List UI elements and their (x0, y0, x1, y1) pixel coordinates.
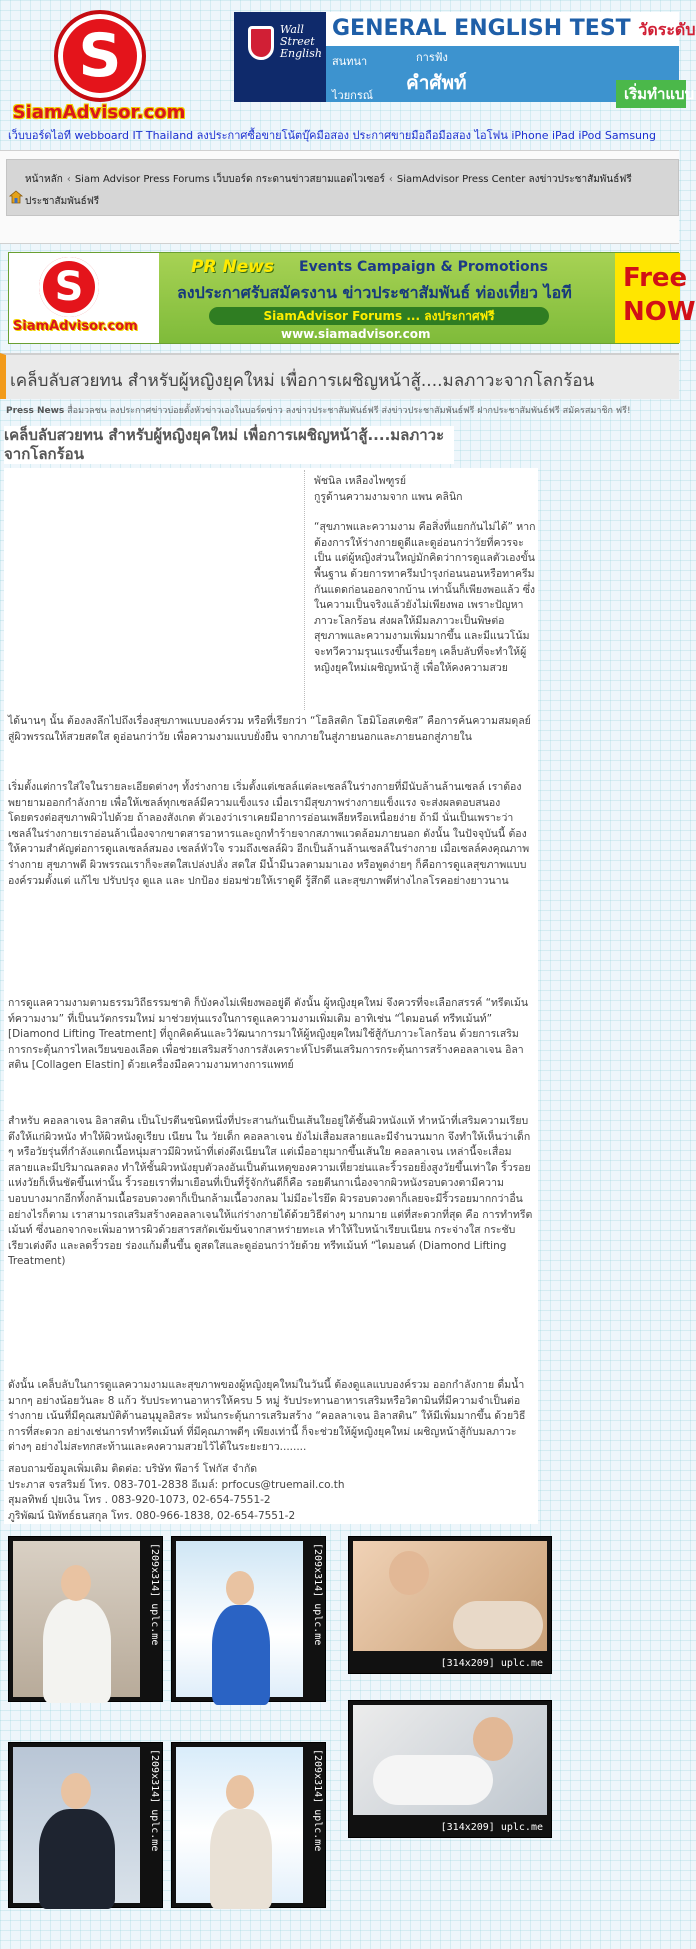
logo-s-icon: S (54, 10, 146, 102)
forum-label[interactable]: Press News (6, 406, 65, 416)
wse-title: GENERAL ENGLISH TEST วัดระดับ (332, 16, 696, 41)
article-author-role: กูรูด้านความงามจาก แพน คลินิก (314, 490, 463, 503)
pr-events-label: Events Campaign & Promotions (299, 259, 548, 275)
photo-caption: [209x314] uplc.me (312, 1749, 323, 1852)
photo-caption: [209x314] uplc.me (149, 1543, 160, 1646)
photo-man-in-suit[interactable] (8, 1742, 163, 1908)
photo-man-in-white[interactable] (8, 1536, 163, 1702)
wse-cell-conversation: สนทนา (332, 55, 368, 68)
photo-woman-floral-dress[interactable] (171, 1742, 326, 1908)
article-paragraph-3: การดูแลความงามตามธรรมวิถีธรรมชาติ ก็บังคงไม่เพียงพออยู่ดี ดังนั้น ผู้หญิงยุคใหม่ จึงควรที่จะเลือกสรรค์ “ทรีตเม้นท์ความงาม” ที่เป็นนวัตกรรมใหม่ มาช่วยทุ่นแรงในการดูแลความงามเพิ่มเติม อาทิเช่น “ไดมอนด์ ทรีทเม้นท์” [Diamond Lifting Treatment] ที่ถูกคิดค้นและวิวัฒนาการมาให้ผู้หญิงยุคใหม่ใช้สู้กับภาวะโลกร้อน ด้วยการเสริมการกระตุ้นการไหลเวียนของเลือด เพื่อช่วยเสริมสร้างการสังเคราะห์โปรตีนเสริมการกระตุ้นการสร้างคอลลาเจน อิลาสติน [Collagen Elastin] ด้วยเครื่องมือความงามทางการแพทย์ (8, 997, 529, 1072)
breadcrumb-separator-icon: ‹ (388, 174, 393, 185)
page-title: เคล็บลับสวยทน สำหรับผู้หญิงยุคใหม่ เพื่อการเผชิญหน้าสู้....มลภาวะจากโลกร้อน (10, 371, 595, 391)
breadcrumb-press-center[interactable]: SiamAdvisor Press Center ลงข่าวประชาสัมพันธ์ฟรี (396, 174, 632, 185)
wse-cell-listening: การฟัง (416, 51, 448, 64)
article-paragraph-4: สำหรับ คอลลาเจน อิลาสติน เป็นโปรตีนชนิดหนึ่งที่ประสานกันเป็นเส้นใยอยู่ใต้ชั้นผิวหนังแท้ ทำหน้าที่เสริมความเรียบตึงให้แก่ผิวหนัง ทำให้ผิวหนังดูเรียบ เนียน ใน วัยเด็ก คอลลาเจน ยังไม่เสื่อมสลายและมีจำนวนมาก จึงทำให้เห็นว่าเด็ก ๆ หรือวัยรุ่นที่กำลังแตกเนื้อหนุ่มสาวมีผิวหน้าที่เต่งตึงเนียนใส แต่เมื่ออายุมากขึ้นเส้นใย คอลลาเจน เหล่านี้จะเสื่อมสลายและมีปริมาณลดลง ทำให้ชั้นผิวหนังยุบตัวลงอันเป็นต้นเหตุของความเหี่ยวย่นและริ้วรอยยิ่งสูงวัยขึ้นเท่าใด ริ้วรอยแห่งวัยก็เห็นชัดขึ้นเท่านั้น ริ้วรอยเราที่มาเยือนที่เป็นที่รู้จักกันดีก็คือ รอยตีนกาเนื่องจากผิวหนังรอบดวงตามีความบอบบางมากอีกทั้งกล้ามเนื้อรอบดวงตาก็เป็นกล้ามเนื้อวงกลม ไม่มีอะไรยึด ผิวรอบดวงตาก็เลยจะมีริ้วรอยมากกว่าอื่นอย่างไรก็ตาม เราสามารถเสริมสร้างคอลลาเจนให้แก่ร่างกายได้ด้วยวิธีต่างๆ มากมาย แต่ที่สะดวกที่สุด คือ การทำทรีตเม้นท์ ซึ่งนอกจากจะเพิ่มอาหารผิวด้วยสารสกัดเข้มข้นจากสาหร่ายทะเล ทำให้ใบหน้าเรียบเนียน กระจ่างใส กระชับเรียวเต่งตึง และลดริ้วรอย ร่องแก้มตื้นขึ้น ดูสดใสและดูอ่อนกว่าวัยด้วย ทรีทเม้นท์ “ไดมอนด์ (Diamond Lifting Treatment) (8, 1115, 533, 1268)
photo-woman-blue-dress[interactable] (171, 1536, 326, 1702)
forum-subinfo (6, 403, 679, 417)
keyword-links-marquee[interactable]: เว็บบอร์ดไอที webboard IT Thailand ลงประกาศซื้อขายโน้ตบุ๊คมือสอง ประกาศขายมือถือมือสอง ไอโฟน iPhone iPad iPod Samsung (8, 129, 656, 142)
wall-street-english-ad-banner[interactable] (234, 12, 696, 103)
breadcrumb (25, 172, 680, 187)
photo-caption: [209x314] uplc.me (149, 1749, 160, 1852)
breadcrumb-container (0, 150, 679, 244)
topic-title-bar (0, 353, 679, 399)
siamadvisor-logo[interactable] (6, 8, 192, 124)
article-paragraph-1: “สุขภาพและความงาม คือสิ่งที่แยกกันไม่ได้” หากต้องการให้ร่างกายดูดีและดูอ่อนกว่าวัยที่ควรจะเป็น แต่ผู้หญิงส่วนใหญ่มักคิดว่าการดูแลตัวเองขั้นพื้นฐาน ด้วยการทาครีมบำรุงก่อนนอนหรือทาครีมกันแดดก่อนออกจากบ้าน เท่านั้นก็เพียงพอแล้ว ซึ่งในความเป็นจริงแล้วยังไม่เพียงพอ เพราะปัญหาภาวะโลกร้อน ส่งผลให้มีมลภาวะเป็นพิษต่อสุขภาพและความงามเพิ่มมากขึ้น และมีแนวโน้มจะทวีความรุนแรงขึ้นเรื่อยๆ เคล็บลับที่จะทำให้ผู้หญิงยุคใหม่เผชิญหน้าสู้ เพื่อให้คงความสวย (314, 521, 536, 674)
article-intro (314, 474, 536, 676)
pr-free-now-badge: Free NOW (615, 253, 680, 343)
home-icon (9, 190, 23, 204)
pr-url: www.siamadvisor.com (281, 327, 431, 341)
layout-divider (304, 470, 306, 710)
logo-text: SiamAdvisor.com (12, 102, 186, 123)
pr-news-banner[interactable] (8, 252, 696, 344)
post-title: เคล็บลับสวยทน สำหรับผู้หญิงยุคใหม่ เพื่อการเผชิญหน้าสู้....มลภาวะจากโลกร้อน (4, 426, 454, 464)
wse-start-test-button[interactable]: เริ่มทำแบบ (616, 80, 686, 108)
wse-brand-name: Wall Street English (280, 23, 322, 60)
contact-line: ประภาส จรสริมย์ โทร. 083-701-2838 อีเมล์: prfocus@truemail.co.th (8, 1478, 345, 1491)
contact-line: สุมลทิพย์ ปุยเงิน โทร . 083-920-1073, 02-654-7551-2 (8, 1494, 271, 1507)
forum-description: สื่อมวลชน ลงประกาศข่าวบ่อยตั้งหัวข่าวเองในบอร์ดข่าว ลงข่าวประชาสัมพันธ์ฟรี ส่งข่าวประชาสัมพันธ์ฟรี ฝากประชาสัมพันธ์ฟรี สมัครสมาชิก ฟรี! (67, 406, 631, 416)
logo-s-icon: S (39, 257, 99, 317)
breadcrumb-panel (6, 159, 679, 216)
contact-line: ภูริพัฒน์ นิพัทธ์ธนสกุล โทร. 080-966-1838, 02-654-7551-2 (8, 1509, 296, 1522)
photo-caption: [314x209] uplc.me (440, 1822, 543, 1833)
breadcrumb-line2[interactable]: ประชาสัมพันธ์ฟรี (25, 196, 100, 207)
photo-facial-treatment-2[interactable] (348, 1700, 552, 1838)
breadcrumb-forums[interactable]: Siam Advisor Press Forums เว็บบอร์ด กระดานข่าวสยามแอดไวเซอร์ (74, 174, 385, 185)
pr-banner-logo (9, 253, 159, 343)
wse-logo (234, 12, 326, 102)
breadcrumb-separator-icon: ‹ (66, 174, 71, 185)
pr-banner-logo-text: SiamAdvisor.com (13, 319, 138, 334)
photo-caption: [209x314] uplc.me (312, 1543, 323, 1646)
breadcrumb-home[interactable]: หน้าหลัก (25, 174, 63, 185)
wse-shield-icon (248, 26, 274, 60)
article-paragraph-5: ดังนั้น เคล็บลับในการดูแลความงามและสุขภาพของผู้หญิงยุคใหม่ในวันนี้ ต้องดูแลแบบองค์รวม ออกกำลังกาย ดื่มน้ำมากๆ อย่างน้อยวันละ 8 แก้ว รับประทานอาหารให้ครบ 5 หมู่ รับประทานอาหารเสริมหรือวิตามินที่มีความจำเป็นต่อร่างกาย เน้นที่มีคุณสมบัติต้านอนุมูลอิสระ หมั่นกระตุ้นการเสริมสร้าง “คอลลาเจน อิลาสติน” ให้มีเพิ่มมากขึ้น ด้วยวิธีการที่สะดวก อย่างเช่นการทำทรีตเม้นท์ ที่มีคุณภาพดีๆ เพียงเท่านี้ ก็จะช่วยให้ผู้หญิงยุคใหม่ เผชิญหน้าสู้กับมลภาวะต่างๆ อย่างไม่สะทกสะท้านและคงความสวยไว้ได้ในระยะยาว........ (8, 1379, 526, 1454)
article-paragraph-1-continued: ได้นานๆ นั้น ต้องลงลึกไปถึงเรื่องสุขภาพแบบองค์รวม หรือที่เรียกว่า “โฮลิสติก โฮมิโอสเตซิส” คือการค้นความสมดุลย์สู่ผิวพรรณให้สวยสดใส ดูอ่อนกว่าวัย เพื่อความงามแบบยั่งยืน จากภายในสู่ภายนอกและภายนอกสู่ภายใน (8, 715, 531, 743)
pr-thai-tagline: ลงประกาศรับสมัครงาน ข่าวประชาสัมพันธ์ ท่องเที่ยว ไอที (177, 283, 572, 302)
photo-facial-treatment-1[interactable] (348, 1536, 552, 1674)
wse-cell-grammar: ไวยกรณ์ (332, 89, 373, 102)
photo-caption: [314x209] uplc.me (440, 1658, 543, 1669)
wse-skill-grid (326, 46, 695, 103)
contact-info (8, 1462, 428, 1524)
wse-cell-vocabulary: คำศัพท์ (406, 72, 467, 94)
contact-line: สอบถามข้อมูลเพิ่มเติม ติดต่อ: บริษัท พีอาร์ โฟกัส จำกัด (8, 1463, 258, 1475)
pr-forums-pill: SiamAdvisor Forums ... ลงประกาศฟรี (209, 307, 549, 325)
article-paragraph-2: เริ่มตั้งแต่การใส่ใจในรายละเอียดต่างๆ ทั้งร่างกาย เริ่มตั้งแต่เซลล์แต่ละเซลล์ในร่างกายที่มีนับล้านล้านเซลล์ เราต้องพยายามออกกำลังกาย เพื่อให้เซลล์ทุกเซลล์มีความแข็งแรง เมื่อเรามีสุขภาพร่างกายแข็งแรง จะส่งผลตอบสนองโดยตรงต่อสุขภาพผิวไปด้วย ถ้าลองสังเกต ตัวเองว่าเราเคยมีอาการอ่อนเพลียหรือเหนื่อยง่าย ถ้ามี นั่นเป็นเพราะว่าเซลล์ในร่างกายเราอ่อนล้าเนื่องจากขาดสารอาหารและถูกทำร้ายจากสภาพแวดล้อมภายนอก ดังนั้น ในปัจจุบันนี้ ต้องให้ความสำคัญต่อการดูแลเซลล์สมอง เซลล์หัวใจ รวมถึงเซลล์ผิว อีกเป็นล้านล้านเซลล์ในร่างกาย เมื่อเซลล์คงคุณภาพร่างกาย สุขภาพดี ผิวพรรณเราก็จะสดใสเปล่งปลั่ง สดใส มีน้ำมีนวลตามมาเอง หรือพูดง่ายๆ ก็คือการดูแลสุขภาพแบบองค์รวมตั้งแต่ แก้ไข ปรับปรุง ดูแล และ ปกป้อง ย่อมช่วยให้เราดูดี รู้สึกดี และสุขภาพดีห่างไกลโรคอย่างยาวนาน (8, 781, 530, 887)
article-author: พัชนิล เหลืองไพฑูรย์ (314, 475, 407, 487)
pr-news-label: PR News (191, 257, 275, 277)
